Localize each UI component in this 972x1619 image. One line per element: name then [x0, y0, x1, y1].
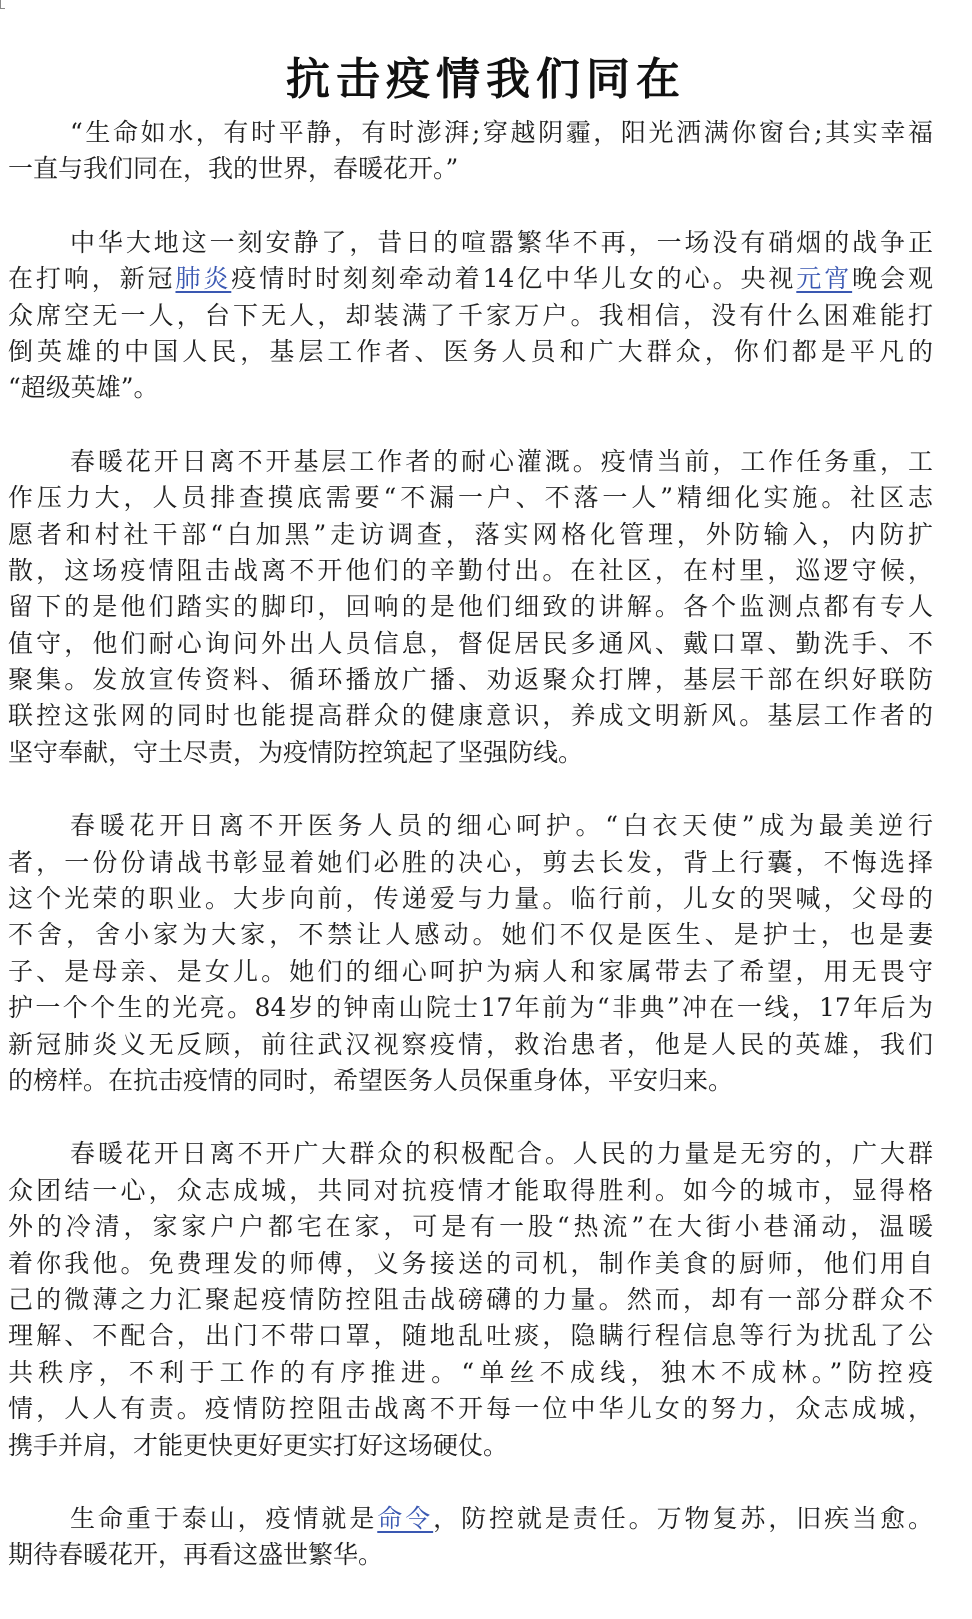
text-segment: 中华大地这一刻安静了，昔日的喧嚣繁华不再，一场没有硝烟的战争正 — [70, 227, 933, 257]
text-segment: 留下的是他们踏实的脚印，回响的是他们细致的讲解。各个监测点都有专人 — [8, 592, 933, 622]
text-line — [8, 845, 933, 881]
text-line — [8, 1027, 933, 1063]
text-line — [8, 881, 933, 917]
text-segment: 共秩序，不利于工作的有序推进。“单丝不成线，独木不成林。”防控疫 — [8, 1357, 933, 1387]
corner-mark — [0, 0, 5, 9]
text-segment: 这个光荣的职业。大步向前，传递爱与力量。临行前，儿女的哭喊，父母的 — [8, 884, 933, 914]
text-line — [8, 1355, 933, 1391]
paragraph — [8, 225, 933, 407]
text-line — [8, 151, 933, 187]
text-segment: 己的微薄之力汇聚起疫情防控阻击战磅礴的力量。然而，却有一部分群众不 — [8, 1284, 933, 1314]
text-segment: 外的冷清，家家户户都宅在家，可是有一股“热流”在大街小巷涌动，温暖 — [8, 1212, 933, 1242]
text-line — [8, 662, 933, 698]
text-segment: “生命如水，有时平静，有时澎湃;穿越阴霾，阳光洒满你窗台;其实幸福 — [70, 118, 933, 147]
text-segment: 春暖花开日离不开医务人员的细心呵护。“白衣天使”成为最美逆行 — [70, 811, 933, 841]
text-segment: 不舍，舍小家为大家，不禁让人感动。她们不仅是医生、是护士，也是妻 — [8, 920, 933, 950]
text-line — [8, 1063, 933, 1099]
text-segment: 春暖花开日离不开广大群众的积极配合。人民的力量是无穷的，广大群 — [70, 1139, 933, 1169]
text-line — [8, 1282, 933, 1318]
text-line — [8, 808, 933, 844]
text-line — [8, 115, 933, 151]
text-segment: 在打响，新冠 — [8, 264, 176, 294]
text-line — [8, 370, 933, 406]
text-line — [8, 517, 933, 553]
paragraph — [8, 1501, 933, 1574]
text-line — [8, 626, 933, 662]
text-line — [8, 1501, 933, 1537]
text-segment: 一直与我们同在，我的世界，春暖花开。” — [8, 154, 459, 184]
text-segment: 众席空无一人，台下无人，却装满了千家万户。我相信，没有什么困难能打 — [8, 300, 933, 330]
text-segment: 晚会观 — [852, 264, 933, 294]
text-line — [8, 1246, 933, 1282]
text-segment: 新冠肺炎义无反顾，前往武汉视察疫情，救治患者，他是人民的英雄，我们 — [8, 1029, 933, 1059]
text-segment: 愿者和村社干部“白加黑”走访调查，落实网格化管理，外防输入，内防扩 — [8, 519, 933, 549]
text-line — [8, 698, 933, 734]
article-title: 抗击疫情我们同在 — [286, 54, 686, 106]
text-segment: 期待春暖花开，再看这盛世繁华。 — [8, 1540, 384, 1570]
text-line — [8, 1391, 933, 1427]
keyword-link[interactable]: 元宵 — [796, 264, 853, 294]
text-segment: 理解、不配合，出门不带口罩，随地乱吐痰，隐瞒行程信息等行为扰乱了公 — [8, 1321, 933, 1351]
paragraph — [8, 808, 933, 1099]
text-line — [8, 735, 933, 771]
text-line — [8, 298, 933, 334]
paragraph — [8, 115, 933, 188]
text-line — [8, 990, 933, 1026]
text-line — [8, 1318, 933, 1354]
text-segment: 的榜样。在抗击疫情的同时，希望医务人员保重身体，平安归来。 — [8, 1065, 734, 1095]
text-line — [8, 334, 933, 370]
text-segment: 值守，他们耐心询问外出人员信息，督促居民多通风、戴口罩、勤洗手、不 — [8, 628, 933, 658]
text-line — [8, 954, 933, 990]
text-segment: 生命重于泰山，疫情就是 — [70, 1503, 378, 1533]
text-segment: 众团结一心，众志成城，共同对抗疫情才能取得胜利。如今的城市，显得格 — [8, 1175, 933, 1205]
keyword-link[interactable]: 肺炎 — [175, 264, 232, 294]
text-segment: 携手并肩，才能更快更好更实打好这场硬仗。 — [8, 1430, 509, 1460]
text-segment: 聚集。发放宣传资料、循环播放广播、劝返聚众打牌，基层干部在织好联防 — [8, 665, 933, 695]
text-segment: 者，一份份请战书彰显着她们必胜的决心，剪去长发，背上行囊，不悔选择 — [8, 847, 933, 877]
text-line — [8, 261, 933, 297]
text-line — [8, 225, 933, 261]
text-line — [8, 589, 933, 625]
text-line — [8, 1136, 933, 1172]
text-segment: 联控这张网的同时也能提高群众的健康意识，养成文明新风。基层工作者的 — [8, 701, 933, 731]
text-line — [8, 444, 933, 480]
text-segment: 护一个个生的光亮。84岁的钟南山院士17年前为“非典”冲在一线，17年后为 — [8, 993, 933, 1023]
text-segment: 情，人人有责。疫情防控阻击战离不开每一位中华儿女的努力，众志成城， — [8, 1394, 933, 1424]
article-body — [8, 115, 933, 1611]
text-line — [8, 480, 933, 516]
text-line — [8, 1428, 933, 1464]
text-segment: 疫情时时刻刻牵动着14亿中华儿女的心。央视 — [231, 264, 797, 294]
text-line — [8, 553, 933, 589]
text-line — [8, 1209, 933, 1245]
text-segment: 散，这场疫情阻击战离不开他们的辛勤付出。在社区，在村里，巡逻守候， — [8, 555, 933, 585]
text-line — [8, 917, 933, 953]
text-line — [8, 1537, 933, 1573]
text-line — [8, 1173, 933, 1209]
paragraph — [8, 1136, 933, 1464]
text-segment: 坚守奉献，守土尽责，为疫情防控筑起了坚强防线。 — [8, 737, 584, 767]
text-segment: 着你我他。免费理发的师傅，义务接送的司机，制作美食的厨师，他们用自 — [8, 1248, 933, 1278]
text-segment: ，防控就是责任。万物复苏，旧疾当愈。 — [433, 1503, 933, 1533]
text-segment: 子、是母亲、是女儿。她们的细心呵护为病人和家属带去了希望，用无畏守 — [8, 956, 933, 986]
keyword-link[interactable]: 命令 — [377, 1503, 434, 1533]
paragraph — [8, 444, 933, 772]
text-segment: 春暖花开日离不开基层工作者的耐心灌溉。疫情当前，工作任务重，工 — [70, 446, 933, 476]
text-segment: 作压力大，人员排查摸底需要“不漏一户、不落一人”精细化实施。社区志 — [8, 483, 933, 513]
text-segment: 倒英雄的中国人民，基层工作者、医务人员和广大群众，你们都是平凡的 — [8, 336, 933, 366]
text-segment: “超级英雄”。 — [8, 373, 159, 403]
